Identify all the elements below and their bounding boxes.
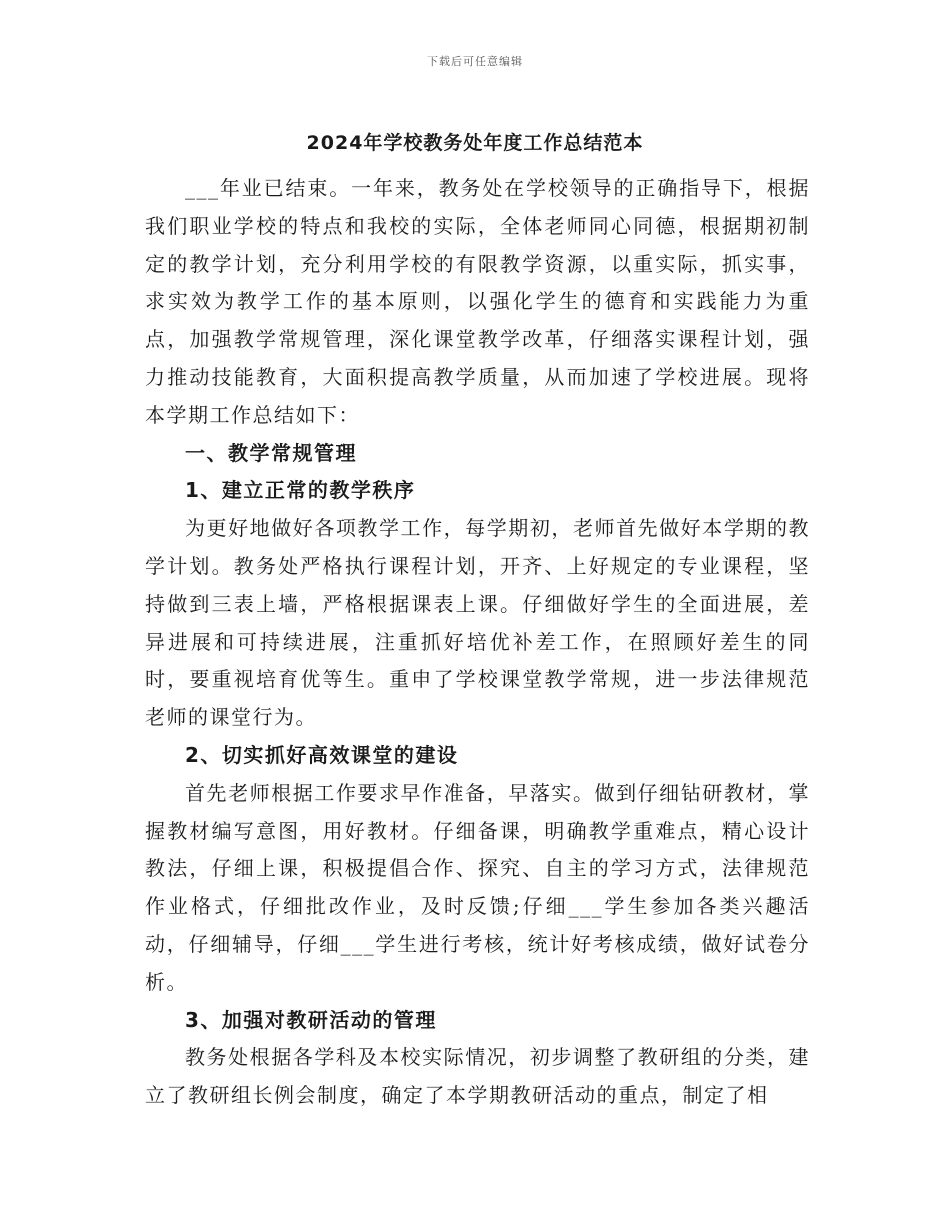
intro-paragraph: ___年业已结束。一年来，教务处在学校领导的正确指导下，根据我们职业学校的特点和我校的实际，全体老师同心同德，根据期初制定的教学计划，充分利用学校的有限教学资源，以重实际，抓实事，求实效为教学工作的基本原则，以强化学生的德育和实践能力为重点，加强教学常规管理，深化课堂教学改革，仔细落实课程计划，强力推动技能教育，大面积提高教学质量，从而加速了学校进展。现将本学期工作总结如下：: [145, 176, 810, 427]
header-note: 下载后可任意编辑: [427, 55, 523, 68]
subsection-heading-3: 3、加强对教研活动的管理: [185, 1007, 437, 1032]
document-body: [145, 170, 810, 1115]
subsection-heading-1: 1、建立正常的教学秩序: [185, 478, 416, 503]
subsection-heading-2: 2、切实抓好高效课堂的建设: [185, 742, 459, 767]
section-heading-1: 一、教学常规管理: [185, 440, 357, 465]
subsection-paragraph-3: 教务处根据各学科及本校实际情况，初步调整了教研组的分类，建立了教研组长例会制度，确定了本学期教研活动的重点，制定了相: [145, 1045, 810, 1108]
document-title: 2024年学校教务处年度工作总结范本: [306, 132, 644, 154]
subsection-paragraph-1: 为更好地做好各项教学工作，每学期初，老师首先做好本学期的教学计划。教务处严格执行课程计划，开齐、上好规定的专业课程，坚持做到三表上墙，严格根据课表上课。仔细做好学生的全面进展，差异进展和可持续进展，注重抓好培优补差工作，在照顾好差生的同时，要重视培育优等生。重申了学校课堂教学常规，进一步法律规范老师的课堂行为。: [145, 516, 810, 730]
subsection-paragraph-2: 首先老师根据工作要求早作准备，早落实。做到仔细钻研教材，掌握教材编写意图，用好教材。仔细备课，明确教学重难点，精心设计教法，仔细上课，积极提倡合作、探究、自主的学习方式，法律规范作业格式，仔细批改作业，及时反馈;仔细___学生参加各类兴趣活动，仔细辅导，仔细___学生进行考核，统计好考核成绩，做好试卷分析。: [145, 780, 810, 994]
